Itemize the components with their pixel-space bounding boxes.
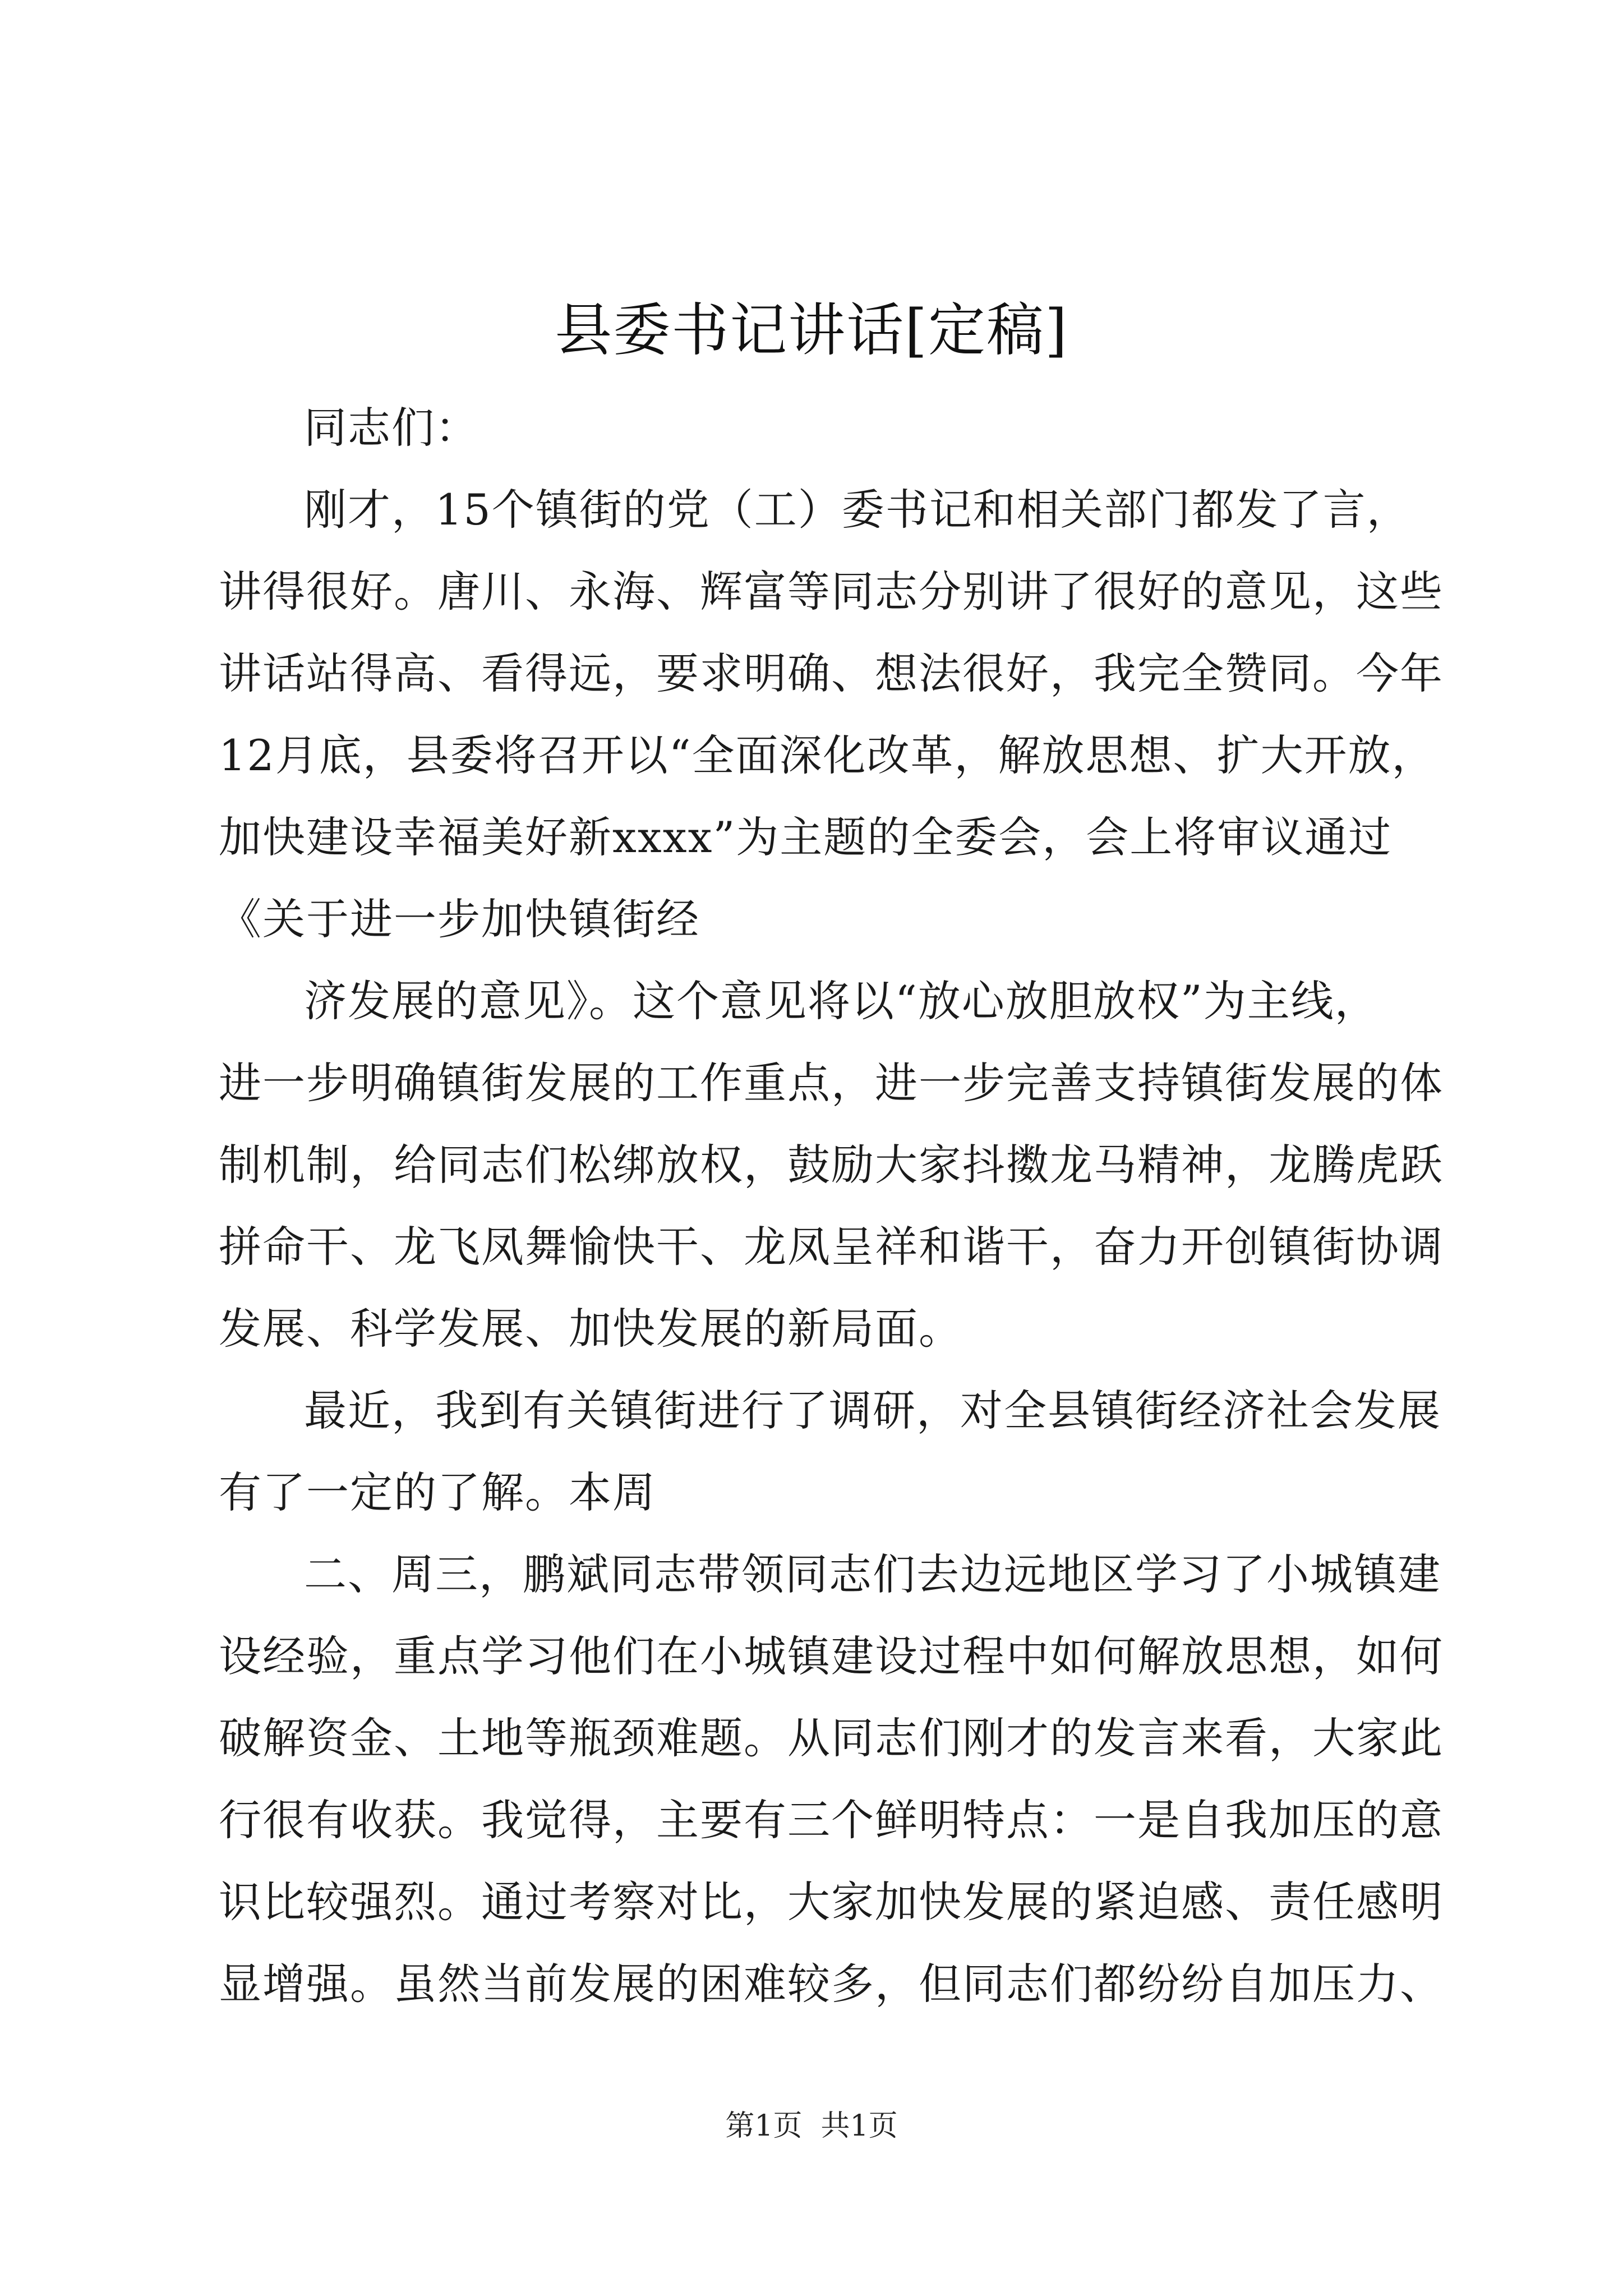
text-line: 刚才，15个镇街的党（工）委书记和相关部门都发了言，	[304, 485, 1410, 535]
text-line: 设经验，重点学习他们在小城镇建设过程中如何解放思想，如何	[219, 1631, 1444, 1681]
text-line: 济发展的意见》。这个意见将以“放心放胆放权”为主线，	[304, 976, 1378, 1026]
text-line: 拼命干、龙飞凤舞愉快干、龙凤呈祥和谐干，奋力开创镇街协调	[219, 1222, 1444, 1272]
text-line: 进一步明确镇街发展的工作重点，进一步完善支持镇街发展的体	[219, 1058, 1444, 1108]
text-line: 《关于进一步加快镇街经	[219, 894, 700, 944]
text-line: 制机制，给同志们松绑放权，鼓励大家抖擞龙马精神，龙腾虎跃	[219, 1140, 1444, 1190]
text-line: 有了一定的了解。本周	[219, 1467, 656, 1517]
text-line: 显增强。虽然当前发展的困难较多，但同志们都纷纷自加压力、	[219, 1959, 1444, 2009]
text-line: 同志们：	[304, 403, 479, 453]
text-line: 识比较强烈。通过考察对比，大家加快发展的紧迫感、责任感明	[219, 1877, 1444, 1927]
text-line: 讲得很好。唐川、永海、辉富等同志分别讲了很好的意见，这些	[219, 567, 1444, 616]
text-line: 二、周三，鹏斌同志带领同志们去边远地区学习了小城镇建	[304, 1549, 1441, 1599]
text-line: 加快建设幸福美好新xxxx”为主题的全委会，会上将审议通过	[219, 812, 1393, 862]
text-line: 行很有收获。我觉得，主要有三个鲜明特点：一是自我加压的意	[219, 1795, 1444, 1845]
text-line: 发展、科学发展、加快发展的新局面。	[219, 1304, 962, 1354]
page-footer: 第1页 共1页	[725, 2109, 898, 2143]
document-title: 县委书记讲话[定稿]	[555, 297, 1068, 364]
text-line: 12月底，县委将召开以“全面深化改革，解放思想、扩大开放，	[219, 730, 1436, 780]
text-line: 破解资金、土地等瓶颈难题。从同志们刚才的发言来看，大家此	[219, 1713, 1444, 1763]
document-body	[219, 387, 1444, 2025]
text-line: 讲话站得高、看得远，要求明确、想法很好，我完全赞同。今年	[219, 648, 1444, 698]
text-line: 最近，我到有关镇街进行了调研，对全县镇街经济社会发展	[304, 1386, 1441, 1435]
